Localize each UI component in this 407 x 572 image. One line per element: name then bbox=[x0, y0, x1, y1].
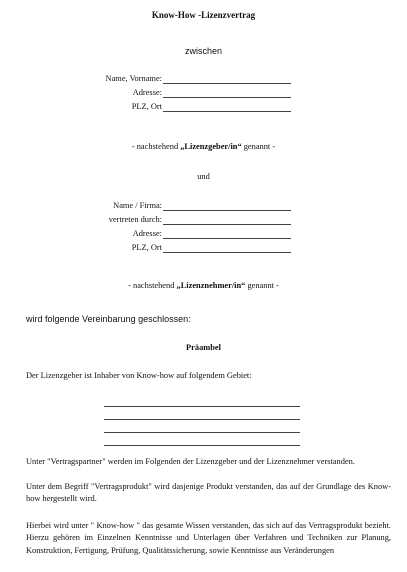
agreement-line: wird folgende Vereinbarung geschlossen: bbox=[26, 314, 191, 324]
note-prefix: - nachstehend bbox=[131, 142, 181, 151]
and-label: und bbox=[197, 172, 210, 181]
field-line-city-2[interactable] bbox=[163, 252, 291, 253]
blank-line-2[interactable] bbox=[104, 419, 300, 420]
field-label-address-2: Adresse: bbox=[132, 229, 162, 238]
between-label: zwischen bbox=[184, 46, 222, 56]
paragraph-contract-product: Unter dem Begriff "Vertragsprodukt" wird dasjenige Produkt verstanden, das auf der Grundlage des Know-how hergestellt wird. bbox=[26, 482, 391, 504]
field-line-city[interactable] bbox=[163, 111, 291, 112]
note-suffix: genannt - bbox=[245, 281, 279, 290]
document-title: Know-How -Lizenzvertrag bbox=[151, 10, 256, 20]
field-label-name: Name, Vorname: bbox=[105, 74, 162, 83]
field-line-company[interactable] bbox=[163, 210, 291, 211]
paragraph-contract-partners: Unter "Vertragspartner" werden im Folgenden der Lizenzgeber und der Lizenznehmer verstanden. bbox=[26, 457, 355, 466]
field-line-address[interactable] bbox=[163, 97, 291, 98]
field-line-address-2[interactable] bbox=[163, 238, 291, 239]
paragraph-know-how-definition: Hierbei wird unter " Know-how " das gesamte Wissen verstanden, das sich auf das Vertragsprodukt bezieht. Hierzu gehören im Einzelnen Kenntnisse und Unterlagen über Verfahren und Techniken zur Planung, Konstruktion, Fertigung, Prüfung, Qualitätssicherung, sowie Kenntnisse aus Veränderungen bbox=[26, 521, 391, 555]
licensor-role: „Lizenzgeber/in“ bbox=[180, 142, 242, 151]
blank-line-1[interactable] bbox=[104, 406, 300, 407]
field-label-address: Adresse: bbox=[132, 88, 162, 97]
blank-line-3[interactable] bbox=[104, 432, 300, 433]
field-line-represented-by[interactable] bbox=[163, 224, 291, 225]
field-label-represented-by: vertreten durch: bbox=[108, 215, 162, 224]
blank-line-4[interactable] bbox=[104, 445, 300, 446]
licensee-role: „Lizenznehmer/in“ bbox=[176, 281, 246, 290]
field-label-city-2: PLZ, Ort bbox=[131, 243, 162, 252]
licensee-note bbox=[0, 281, 407, 290]
licensor-note bbox=[0, 142, 407, 151]
field-line-name[interactable] bbox=[163, 83, 291, 84]
field-label-company: Name / Firma: bbox=[113, 201, 162, 210]
paragraph-know-how-field: Der Lizenzgeber ist Inhaber von Know-how auf folgendem Gebiet: bbox=[26, 371, 252, 380]
preamble-heading: Präambel bbox=[186, 343, 221, 352]
note-prefix: - nachstehend bbox=[128, 281, 177, 290]
field-label-city: PLZ, Ort bbox=[131, 102, 162, 111]
note-suffix: genannt - bbox=[241, 142, 276, 151]
